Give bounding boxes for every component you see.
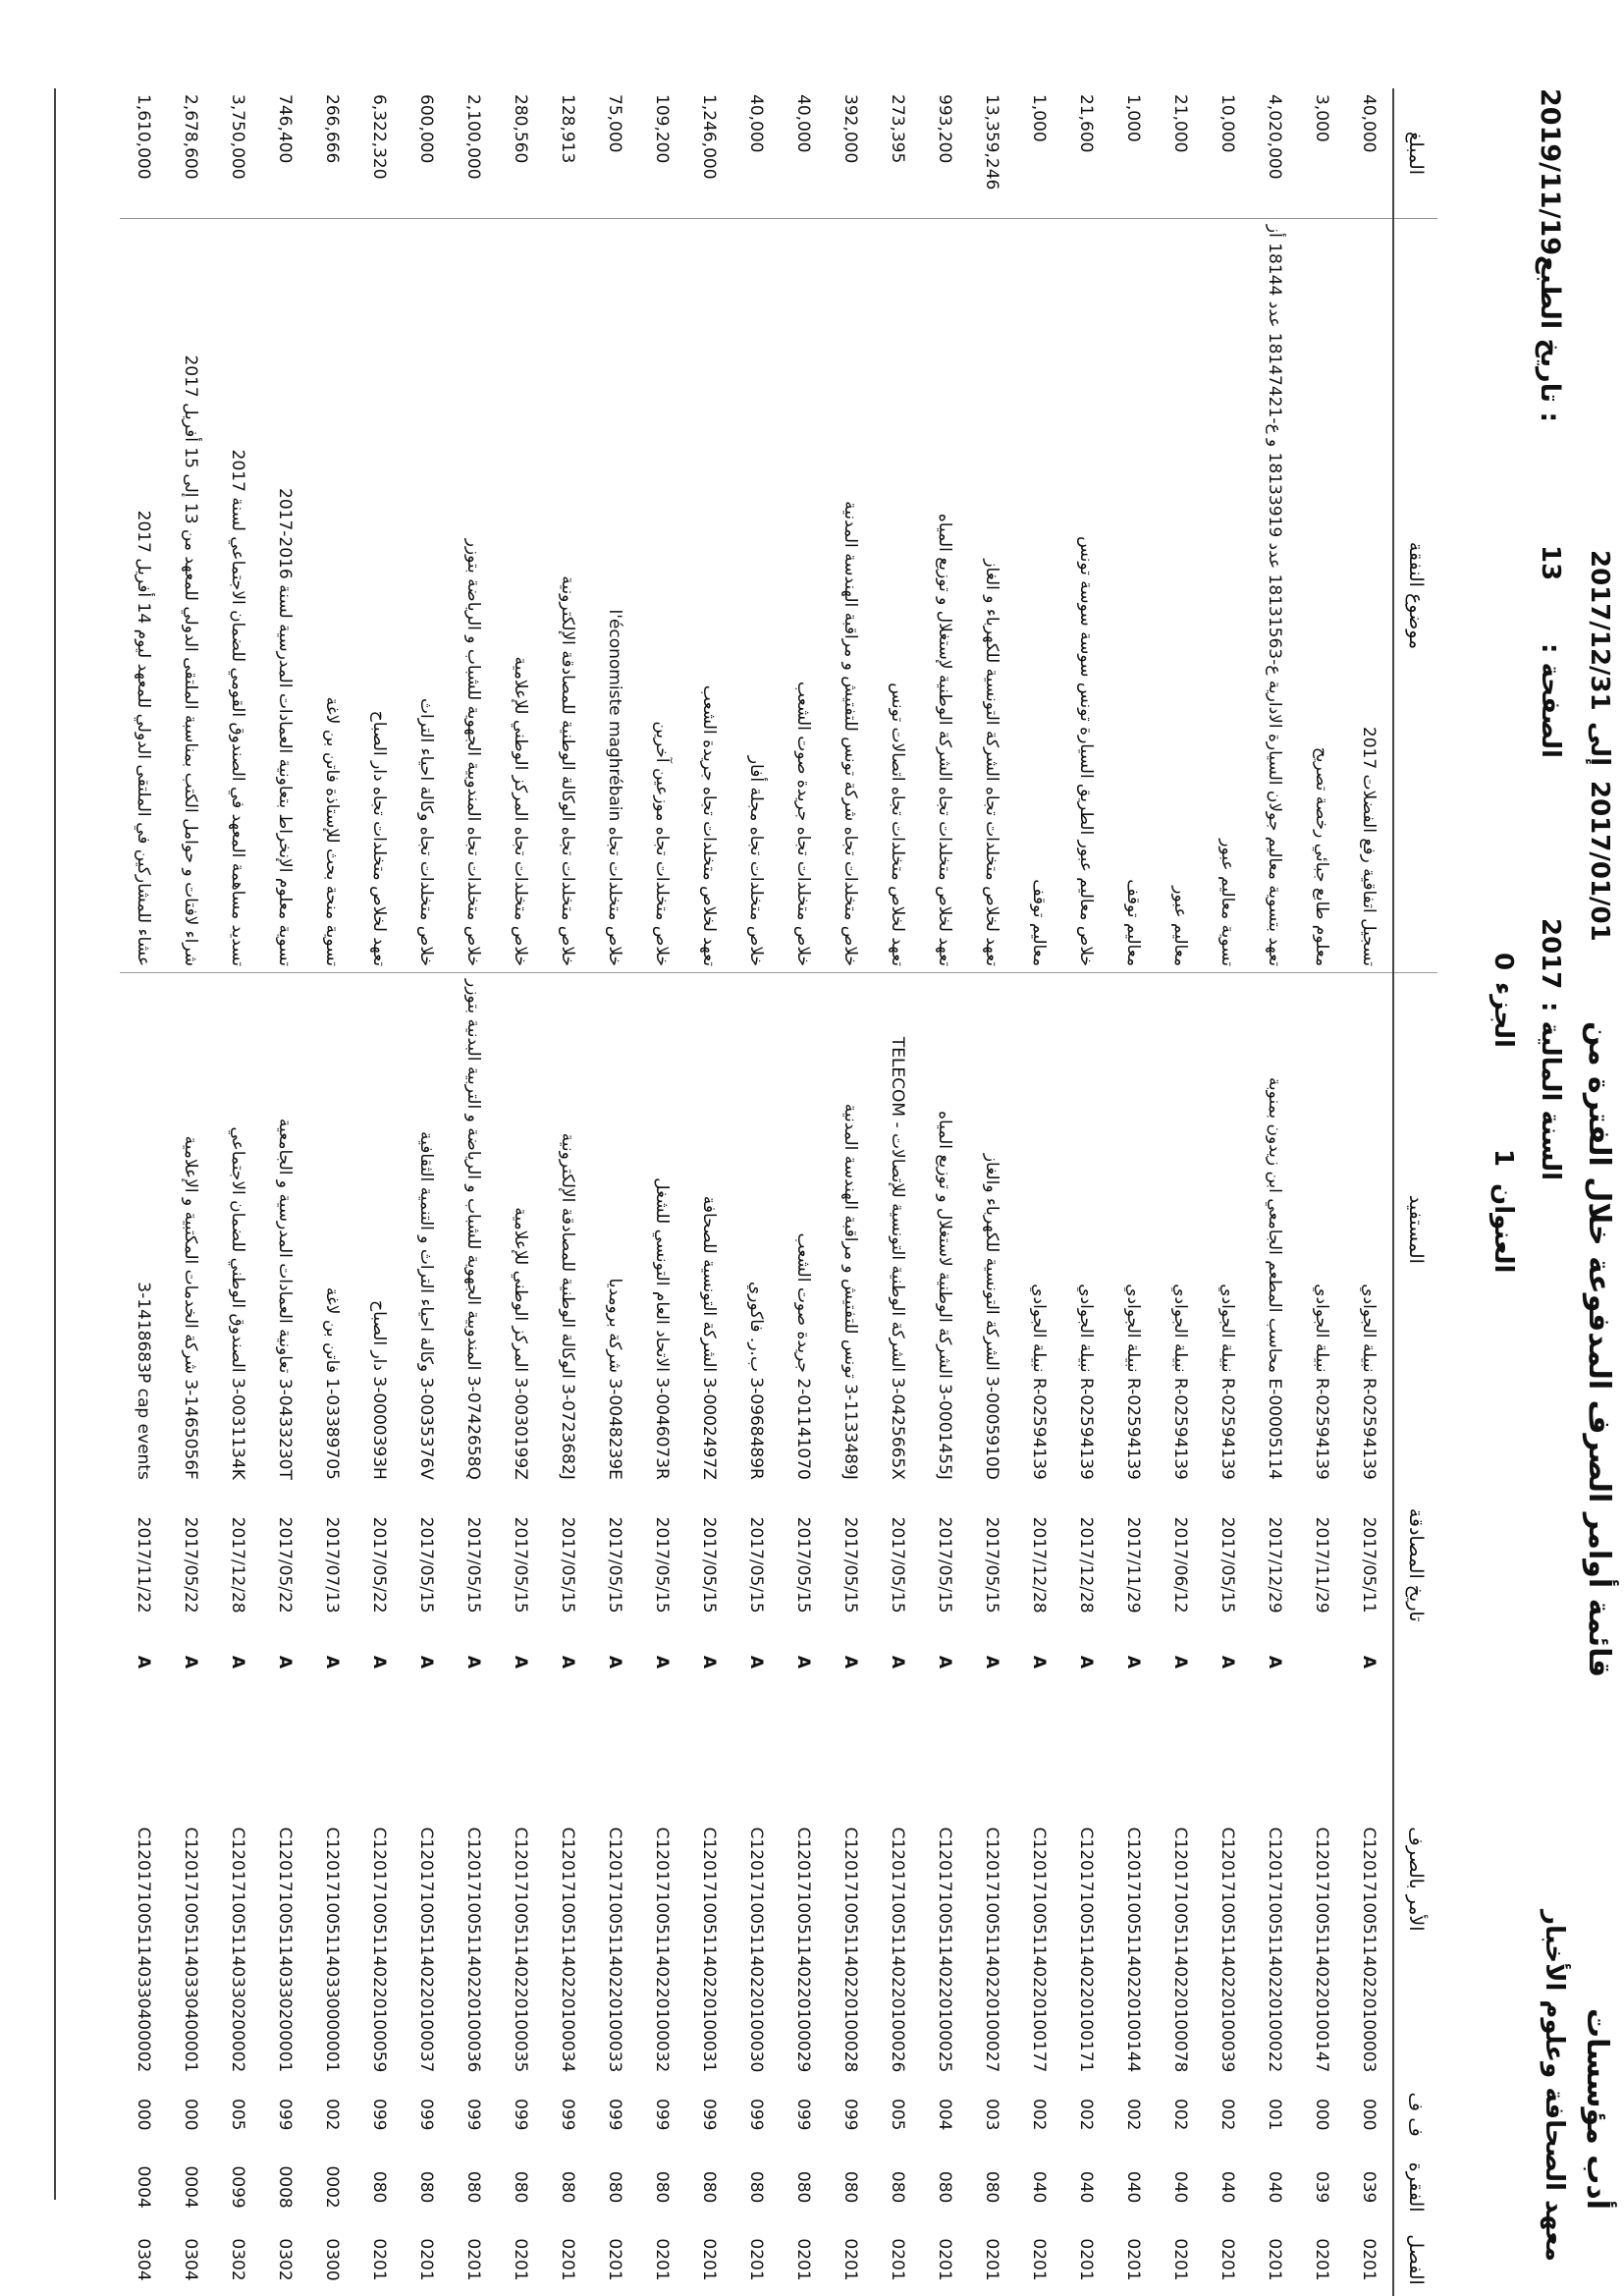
cell-status: A (1265, 1655, 1284, 1669)
cell-date: 2017/12/28 (228, 1516, 247, 1613)
cell-faqra: 080 (746, 2170, 766, 2204)
cell-fasl: 0201 (888, 2238, 907, 2281)
cell-amount: 3,750,000 (228, 94, 247, 180)
table-row (1298, 88, 1345, 2296)
table-row (544, 88, 591, 2296)
table-row (167, 88, 214, 2296)
cell-beneficiary: R-02594139 نبيلة الجوادي (1015, 973, 1062, 1486)
cell-fn: 099 (699, 2099, 719, 2131)
cell-status: A (888, 1655, 907, 1669)
table-row (497, 88, 544, 2296)
cell-status: A (322, 1655, 342, 1669)
cell-order: C1201710051140220100028 (840, 1827, 860, 2073)
cell-object: تعهد لخلاص متخلدات تجاه دار الصباح (355, 218, 403, 972)
cell-object: تسوية منحة بحث للإستاذة فاتن بن لاغة (308, 218, 355, 972)
table-row (827, 88, 874, 2296)
cell-amount: 6,322,320 (369, 94, 389, 180)
table-header-row (1393, 88, 1437, 2296)
cell-order: C1201710051140220100032 (652, 1827, 672, 2073)
cell-amount: 273,395 (888, 94, 907, 164)
cell-amount: 4,020,000 (1265, 94, 1284, 180)
cell-fn: 002 (1218, 2099, 1237, 2131)
cell-faqra: 0004 (181, 2165, 200, 2209)
cell-fasl: 0302 (275, 2238, 295, 2281)
cell-status: A (228, 1655, 247, 1669)
cell-fn: 005 (228, 2099, 247, 2131)
cell-order: C1201710051140330200001 (275, 1827, 295, 2073)
cell-order: C1201710051140220100003 (1345, 1679, 1393, 2078)
cell-beneficiary: R-02594139 نبيلة الجوادي (1298, 973, 1345, 1486)
col-fn: ف ف (1405, 2092, 1427, 2137)
cell-fasl: 0304 (181, 2238, 200, 2281)
table-row (591, 88, 638, 2296)
cell-faqra: 080 (652, 2170, 672, 2204)
cell-fn: 099 (558, 2099, 577, 2131)
cell-fn: 002 (1076, 2099, 1096, 2131)
page-number: 13 (1536, 545, 1565, 581)
cell-status: A (605, 1655, 624, 1669)
cell-object: تسجيل اتفاقية رفع الفضلات 2017 (1345, 218, 1393, 972)
cell-object: معلوم طابع جبائي رخصة تصريح (1298, 218, 1345, 972)
col-order: الأمر بالصرف (1405, 1827, 1427, 1932)
cell-order: C1201710051140220100030 (746, 1827, 766, 2073)
cell-object: شراء لافتات و حوامل الكتب بمناسبة الملتقى الدولي للمعهد من 13 إلى 15 أفريل 2017 (167, 218, 214, 972)
cell-status: A (134, 1655, 153, 1669)
cell-status (1298, 1644, 1345, 1679)
cell-faqra: 040 (1123, 2170, 1143, 2204)
cell-amount: 1,610,000 (134, 94, 153, 180)
cell-object: خلاص متخلدات تجاه المندوبية الجهوية للشباب و الرياضة بتوزر (450, 218, 497, 972)
print-date: 2019/11/19 (1535, 88, 1565, 256)
cell-faqra: 040 (1076, 2170, 1096, 2204)
cell-beneficiary: 3-0046073R الاتحاد العام التونسي للشغل (638, 973, 685, 1486)
cell-fasl: 0201 (369, 2238, 389, 2281)
cell-date: 2017/11/29 (1123, 1516, 1143, 1613)
cell-status: A (369, 1655, 389, 1669)
cell-faqra: 080 (935, 2170, 954, 2204)
title-label: العنوان (1489, 1183, 1518, 1274)
cell-fasl: 0201 (1312, 2238, 1331, 2281)
cell-date: 2017/12/28 (1029, 1516, 1049, 1613)
cell-object: معاليم توقف (1015, 218, 1062, 972)
cell-fasl: 0201 (1345, 2223, 1393, 2296)
cell-fasl: 0201 (935, 2238, 954, 2281)
col-object: موضوع النفقة (1393, 218, 1437, 972)
cell-order: C1201710051140220100034 (558, 1827, 577, 2073)
cell-order: C1201710051140220100025 (935, 1827, 954, 2073)
cell-beneficiary: 3-0000393H دار الصباح (355, 973, 403, 1486)
cell-date: 2017/05/22 (181, 1516, 200, 1613)
cell-status: A (1029, 1655, 1049, 1669)
cell-beneficiary: 3-0968489R ب.ر. فاكوري (732, 973, 780, 1486)
cell-faqra: 080 (416, 2170, 436, 2204)
cell-beneficiary: 3-0002497Z الشركة التونسية للصحافة (685, 973, 732, 1486)
cell-date: 2017/12/28 (1076, 1516, 1096, 1613)
cell-status: A (982, 1655, 1001, 1669)
cell-date: 2017/05/15 (463, 1516, 483, 1613)
cell-date: 2017/05/15 (605, 1516, 624, 1613)
cell-order: C1201710051140220100026 (888, 1827, 907, 2073)
cell-object: تسوية معلوم الإنخراط بتعاونية العمادات المدرسية لسنة 2016-2017 (261, 218, 308, 972)
cell-order: C1201710051140220100033 (605, 1827, 624, 2073)
cell-beneficiary: 3-0001455J الشركة الوطنية لاستغلال و توزيع المياه (921, 973, 968, 1486)
cell-fasl: 0201 (793, 2238, 813, 2281)
cell-fasl: 0201 (652, 2238, 672, 2281)
cell-status: A (1076, 1655, 1096, 1669)
cell-date: 2017/05/15 (1218, 1516, 1237, 1613)
cell-amount: 2,100,000 (463, 94, 483, 180)
cell-fasl: 0201 (416, 2238, 436, 2281)
cell-fasl: 0201 (1218, 2238, 1237, 2281)
cell-fasl: 0201 (463, 2238, 483, 2281)
cell-fasl: 0201 (746, 2238, 766, 2281)
period-to: 2017/12/31 (1585, 550, 1614, 711)
cell-fn: 002 (322, 2099, 342, 2131)
cell-beneficiary: R-02594139 نبيلة الجوادي (1062, 973, 1110, 1486)
cell-order: C1201710051140220100039 (1218, 1827, 1237, 2073)
table-row (968, 88, 1015, 2296)
cell-date: 2017/05/15 (511, 1516, 530, 1613)
cell-amount: 266,666 (322, 94, 342, 164)
col-status (1393, 1644, 1437, 1679)
table-row (403, 88, 450, 2296)
cell-fn: 099 (746, 2099, 766, 2131)
cell-amount: 40,000 (1345, 88, 1393, 218)
cell-beneficiary: 3-1133489J تونس للتفتيش و مراقبة الهندسة المدنية (827, 973, 874, 1486)
cell-beneficiary: R-02594139 نبيلة الجوادي (1204, 973, 1251, 1486)
cell-object: عشاء للمشاركين في الملتقى الدولي للمعهد ليوم 14 أفريل 2017 (120, 218, 167, 972)
cell-date: 2017/05/15 (982, 1516, 1001, 1613)
cell-object: خلاص متخلدات تجاه الوكالة الوطنية للمصادقة الإلكترونية (544, 218, 591, 972)
cell-date: 2017/05/22 (275, 1516, 295, 1613)
cell-faqra: 080 (793, 2170, 813, 2204)
table-row (308, 88, 355, 2296)
cell-object: خلاص متخلدات تجاه جريدة صوت الشعب (780, 218, 827, 972)
cell-fn: 002 (1029, 2099, 1049, 2131)
table-row (1251, 88, 1298, 2296)
cell-order: C1201710051140220100037 (416, 1827, 436, 2073)
cell-faqra: 080 (982, 2170, 1001, 2204)
cell-fn: 001 (1265, 2099, 1284, 2131)
cell-fn: 000 (1345, 2078, 1393, 2151)
cell-faqra: 039 (1345, 2151, 1393, 2223)
cell-beneficiary: R-02594139 نبيلة الجوادي (1157, 973, 1204, 1486)
cell-date: 2017/05/15 (935, 1516, 954, 1613)
table-row (1110, 88, 1157, 2296)
cell-amount: 1,000 (1123, 94, 1143, 142)
cell-amount: 21,000 (1170, 94, 1190, 153)
part-label: الجزء (1489, 982, 1518, 1048)
cell-fasl: 0201 (511, 2238, 530, 2281)
cell-status: A (1123, 1655, 1143, 1669)
table-row (1157, 88, 1204, 2296)
print-date-label: تاريخ الطبع : (1535, 255, 1565, 423)
cell-status: A (1218, 1655, 1237, 1669)
cell-date: 2017/05/15 (416, 1516, 436, 1613)
cell-status: A (275, 1655, 295, 1669)
cell-faqra: 080 (699, 2170, 719, 2204)
cell-fn: 099 (463, 2099, 483, 2131)
cell-beneficiary: E-00005114 محاسب المطعم الجامعي ابن زيدون بمنوبة (1251, 973, 1298, 1486)
cell-order: C1201710051140330000001 (322, 1827, 342, 2073)
cell-fasl: 0201 (982, 2238, 1001, 2281)
cell-object: خلاص متخلدات تجاه موزعين آخرين (638, 218, 685, 972)
cell-fn: 099 (511, 2099, 530, 2131)
cell-order: C1201710051140330400001 (181, 1827, 200, 2073)
table-row (921, 88, 968, 2296)
table-row (214, 88, 261, 2296)
cell-fn: 099 (275, 2099, 295, 2131)
cell-date: 2017/05/15 (840, 1516, 860, 1613)
cell-fn: 099 (793, 2099, 813, 2131)
cell-status: A (181, 1655, 200, 1669)
cell-beneficiary: 1-03389705 فاتن بن لاغة (308, 973, 355, 1486)
cell-amount: 128,913 (558, 94, 577, 164)
cell-order: C1201710051140220100035 (511, 1827, 530, 2073)
cell-object: تعهد بتسوية معاليم جولان السيارة الادارية ع-18131563 عدد 18133919 و ع-18147421 عدد 18144 أز (1251, 218, 1298, 972)
cell-object: خلاص متخلدات تجاه شركة تونس للتفتيش و مراقبة الهندسة المدنية (827, 218, 874, 972)
institution-name: معهد الصحافة وعلوم الأخبار (1540, 1910, 1569, 2262)
cell-status: A (699, 1655, 719, 1669)
cell-amount: 75,000 (605, 94, 624, 153)
cell-status: A (840, 1655, 860, 1669)
cell-date: 2017/05/22 (369, 1516, 389, 1613)
cell-object: تسوية معاليم عبور (1204, 218, 1251, 972)
cell-faqra: 039 (1312, 2170, 1331, 2204)
cell-fn: 099 (840, 2099, 860, 2131)
table-row (1015, 88, 1062, 2296)
cell-beneficiary: 3-0005910D الشركة التونسية للكهرباء والغاز (968, 973, 1015, 1486)
cell-status: A (463, 1655, 483, 1669)
table-row (1204, 88, 1251, 2296)
col-date: تاريخ المصادقة (1405, 1507, 1427, 1622)
cell-status: A (511, 1655, 530, 1669)
table-row (732, 88, 780, 2296)
cell-amount: 40,000 (746, 94, 766, 153)
cell-date: 2017/11/29 (1312, 1516, 1331, 1613)
cell-beneficiary: 3-0742658Q المندوبية الجهوية للشباب و الرياضة و التربية البدنية بتوزر (450, 973, 497, 1486)
cell-faqra: 0002 (322, 2165, 342, 2209)
cell-date: 2017/05/15 (699, 1516, 719, 1613)
table-row (1062, 88, 1110, 2296)
cell-fn: 099 (416, 2099, 436, 2131)
cell-date: 2017/05/15 (888, 1516, 907, 1613)
cell-date: 2017/06/12 (1170, 1516, 1190, 1613)
cell-object: خلاص متخلدات تجاه l'économiste maghrébain (591, 218, 638, 972)
cell-faqra: 040 (1029, 2170, 1049, 2204)
part-value: 0 (1489, 953, 1518, 971)
cell-faqra: 080 (369, 2170, 389, 2204)
cell-order: C1201710051140220100027 (982, 1827, 1001, 2073)
cell-object: معاليم عبور (1157, 218, 1204, 972)
cell-order: C1201710051140220100059 (369, 1827, 389, 2073)
table-row (120, 88, 167, 2296)
cell-fasl: 0201 (1123, 2238, 1143, 2281)
table-row (638, 88, 685, 2296)
cell-object: خلاص معاليم عبور الطريق السيارة تونس سوسة سوسة تونس (1062, 218, 1110, 972)
cell-amount: 993,200 (935, 94, 954, 164)
cell-beneficiary: 3-0425665X الشركة الوطنية التونسية للإتصالات - TELECOM (874, 973, 921, 1486)
cell-fn: 099 (369, 2099, 389, 2131)
cell-fn: 004 (935, 2099, 954, 2131)
table-row (780, 88, 827, 2296)
cell-fn: 005 (888, 2099, 907, 2131)
cell-fasl: 0300 (322, 2238, 342, 2281)
table-row (261, 88, 308, 2296)
cell-amount: 2,678,600 (181, 94, 200, 180)
cell-amount: 746,400 (275, 94, 295, 164)
col-faqra: الفقرة (1405, 2161, 1427, 2213)
table-row (874, 88, 921, 2296)
cell-beneficiary: R-02594139 نبيلة الجوادي (1345, 973, 1393, 1486)
cell-object: خلاص متخلدات تجاه مجلة أفار (732, 218, 780, 972)
cell-faqra: 080 (511, 2170, 530, 2204)
organization-name: أدب مؤسسات (1580, 2008, 1614, 2211)
cell-status: A (793, 1655, 813, 1669)
cell-status: A (652, 1655, 672, 1669)
cell-amount: 1,246,000 (699, 94, 719, 180)
col-amount: المبلغ (1405, 131, 1427, 176)
cell-status: A (416, 1655, 436, 1669)
cell-faqra: 080 (840, 2170, 860, 2204)
cell-amount: 280,560 (511, 94, 530, 164)
cell-amount: 3,000 (1312, 94, 1331, 142)
page-label: الصفحة : (1536, 643, 1565, 758)
cell-order: C1201710051140220100147 (1312, 1827, 1331, 2073)
cell-fn: 099 (652, 2099, 672, 2131)
cell-fn: 000 (181, 2099, 200, 2131)
cell-amount: 392,000 (840, 94, 860, 164)
cell-amount: 109,200 (652, 94, 672, 164)
cell-order: C1201710051140220100144 (1123, 1827, 1143, 2073)
table-row (355, 88, 403, 2296)
report-title: قائمة أوامر الصرف المدفوعة خلال الفترة من (1582, 1021, 1616, 1678)
cell-object: تعهد لخلاص متخلدات تجاه الشركة التونسية للكهرباء و الغاز (968, 218, 1015, 972)
cell-beneficiary: 3-0723682J الوكالة الوطنية للمصادقة الإلكترونية (544, 973, 591, 1486)
cell-date: 2017/05/15 (746, 1516, 766, 1613)
cell-object: تعهد لخلاص متخلدات تجاه اتصالات تونس (874, 218, 921, 972)
cell-object: تسديد مساهمة المعهد في الصندوق القومي للضمان الاجتماعي لسنة 2017 (214, 218, 261, 972)
cell-fn: 002 (1170, 2099, 1190, 2131)
cell-faqra: 080 (463, 2170, 483, 2204)
cell-beneficiary: 2-01141070 جريدة صوت الشعب (780, 973, 827, 1486)
col-beneficiary: المستفيد (1393, 973, 1437, 1486)
cell-beneficiary: 3-1418683P cap events (120, 973, 167, 1486)
cell-fasl: 0201 (1029, 2238, 1049, 2281)
fiscal-year-label: السنة المالية : (1536, 1002, 1565, 1181)
cell-amount: 1,000 (1029, 94, 1049, 142)
cell-object: معاليم توقف (1110, 218, 1157, 972)
cell-faqra: 0099 (228, 2165, 247, 2209)
cell-object: تعهد لخلاص متخلدات تجاه جريدة الشعب (685, 218, 732, 972)
cell-order: C1201710051140330200002 (228, 1827, 247, 2073)
cell-date: 2017/05/11 (1345, 1486, 1393, 1645)
cell-order: C1201710051140220100031 (699, 1827, 719, 2073)
cell-fasl: 0302 (228, 2238, 247, 2281)
cell-fasl: 0201 (558, 2238, 577, 2281)
cell-faqra: 040 (1265, 2170, 1284, 2204)
col-fasl: الفصل (1405, 2234, 1427, 2285)
cell-amount: 600,000 (416, 94, 436, 164)
cell-fasl: 0201 (605, 2238, 624, 2281)
cell-beneficiary: 3-0031134K الصندوق الوطني للضمان الاجتماعي (214, 973, 261, 1486)
cell-date: 2017/05/15 (652, 1516, 672, 1613)
cell-faqra: 080 (888, 2170, 907, 2204)
cell-amount: 13,359,246 (982, 94, 1001, 191)
cell-date: 2017/12/29 (1265, 1516, 1284, 1613)
cell-amount: 10,000 (1218, 94, 1237, 153)
cell-fasl: 0201 (840, 2238, 860, 2281)
table-row (450, 88, 497, 2296)
cell-faqra: 040 (1218, 2170, 1237, 2204)
cell-beneficiary: 3-0048239E شركة برومديا (591, 973, 638, 1486)
cell-order: C1201710051140220100029 (793, 1827, 813, 2073)
title-value: 1 (1489, 1149, 1518, 1168)
cell-beneficiary: 3-1465056F شركة الخدمات المكتبية و الإعلامية (167, 973, 214, 1486)
cell-fasl: 0304 (134, 2238, 153, 2281)
cell-faqra: 0008 (275, 2165, 295, 2209)
cell-status: A (1345, 1644, 1393, 1679)
cell-faqra: 080 (558, 2170, 577, 2204)
bottom-rule (54, 88, 56, 2200)
table-row (685, 88, 732, 2296)
cell-faqra: 0004 (134, 2165, 153, 2209)
cell-fn: 000 (1312, 2099, 1331, 2131)
cell-fasl: 0201 (1170, 2238, 1190, 2281)
cell-beneficiary: R-02594139 نبيلة الجوادي (1110, 973, 1157, 1486)
cell-order: C1201710051140220100036 (463, 1827, 483, 2073)
cell-faqra: 080 (605, 2170, 624, 2204)
cell-beneficiary: 3-0035376V وكالة احياء التراث و التنمية الثقافية (403, 973, 450, 1486)
cell-faqra: 040 (1170, 2170, 1190, 2204)
period-to-label: إلى (1585, 722, 1614, 766)
cell-amount: 40,000 (793, 94, 813, 153)
cell-fn: 099 (605, 2099, 624, 2131)
cell-status: A (1170, 1655, 1190, 1669)
cell-order: C1201710051140220100078 (1170, 1827, 1190, 2073)
table-row (1345, 88, 1393, 2296)
cell-fn: 000 (134, 2099, 153, 2131)
cell-beneficiary: 3-0433230T تعاونية العمادات المدرسية و الجامعية (261, 973, 308, 1486)
cell-beneficiary: 3-0030199Z المركز الوطني للإعلامية (497, 973, 544, 1486)
cell-order: C1201710051140220100177 (1029, 1827, 1049, 2073)
period-from: 2017/01/01 (1585, 781, 1614, 942)
cell-order: C1201710051140220100171 (1076, 1827, 1096, 2073)
cell-object: خلاص متخلدات تجاه المركز الوطني للإعلامية (497, 218, 544, 972)
cell-fn: 003 (982, 2099, 1001, 2131)
cell-status: A (558, 1655, 577, 1669)
cell-object: تعهد لخلاص متخلدات تجاه الشركة الوطنية لإستغلال و توزيع المياه (921, 218, 968, 972)
cell-object: خلاص متخلدات تجاه وكالة احياء التراث (403, 218, 450, 972)
cell-fasl: 0201 (1265, 2238, 1284, 2281)
cell-date: 2017/05/15 (558, 1516, 577, 1613)
cell-fasl: 0201 (699, 2238, 719, 2281)
payment-orders-table (120, 88, 1437, 2296)
cell-amount: 21,600 (1076, 94, 1096, 153)
cell-date: 2017/11/22 (134, 1516, 153, 1613)
cell-order: C1201710051140220100022 (1265, 1827, 1284, 2073)
cell-date: 2017/05/15 (793, 1516, 813, 1613)
cell-status: A (746, 1655, 766, 1669)
cell-date: 2017/07/13 (322, 1516, 342, 1613)
cell-order: C1201710051140330400002 (134, 1827, 153, 2073)
fiscal-year: 2017 (1536, 918, 1565, 990)
cell-fasl: 0201 (1076, 2238, 1096, 2281)
cell-status: A (935, 1655, 954, 1669)
cell-fn: 002 (1123, 2099, 1143, 2131)
